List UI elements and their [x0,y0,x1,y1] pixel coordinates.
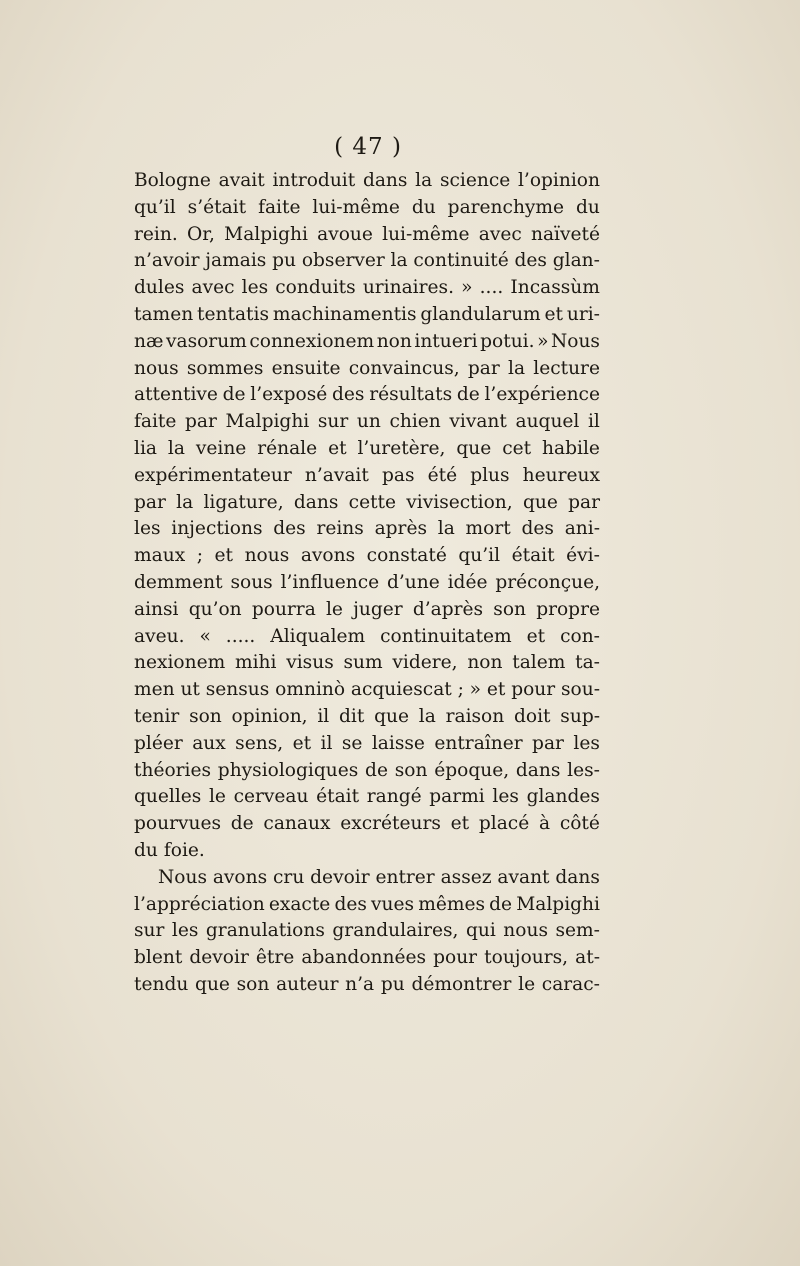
text-line: par la ligature, dans cette vivisection, que par [134,491,600,513]
text-line: tendu que son auteur n’a pu démontrer le carac- [134,973,600,995]
text-line: pléer aux sens, et il se laisse entraîner par les [134,732,600,754]
text-line: ainsi qu’on pourra le juger d’après son propre [134,598,600,620]
text-line: Bologne avait introduit dans la science l’opinion [134,170,600,191]
text-line: rein. Or, Malpighi avoue lui-même avec naïveté [134,223,600,245]
text-line: dules avec les conduits urinaires. » .... Incassùm [134,277,600,299]
text-line: attentive de l’exposé des résultats de l’expérience [134,384,600,406]
text-line: les injections des reins après la mort des ani- [134,518,600,540]
text-line: expérimentateur n’avait pas été plus heureux [134,464,600,486]
text-line: men ut sensus omninò acquiescat ; » et pour sou- [134,679,600,701]
text-line: nous sommes ensuite convaincus, par la lecture [134,357,600,379]
text-line: tenir son opinion, il dit que la raison doit sup- [134,705,600,727]
page-number: ( 47 ) [334,134,402,160]
text-line: faite par Malpighi sur un chien vivant auquel il [134,411,600,433]
text-line: quelles le cerveau était rangé parmi les glandes [134,786,600,808]
text-line: maux ; et nous avons constaté qu’il était évi- [134,545,600,567]
text-line: næ vasorum connexionem non intueri potui. » Nous [134,330,600,352]
text-line: blent devoir être abandonnées pour toujours, at- [134,947,600,969]
text-line: qu’il s’était faite lui-même du parenchyme du [134,196,600,218]
body-text [134,168,600,999]
text-line: du foie. [134,839,205,861]
text-line: Nous avons cru devoir entrer assez avant dans [158,866,600,888]
text-line: théories physiologiques de son époque, dans les- [134,759,600,781]
text-line: lia la veine rénale et l’uretère, que cet habile [134,437,600,459]
text-line: sur les granulations grandulaires, qui nous sem- [134,920,600,942]
text-line: l’appréciation exacte des vues mêmes de Malpighi [134,893,600,915]
text-line: nexionem mihi visus sum videre, non talem ta- [134,652,600,674]
text-line: n’avoir jamais pu observer la continuité des glan- [134,250,600,272]
text-line: aveu. « ..... Aliqualem continuitatem et con- [134,625,600,647]
text-line: demment sous l’influence d’une idée préconçue, [134,571,600,593]
text-line: tamen tentatis machinamentis glandularum et uri- [134,303,600,325]
text-line: pourvues de canaux excréteurs et placé à côté [134,813,600,835]
